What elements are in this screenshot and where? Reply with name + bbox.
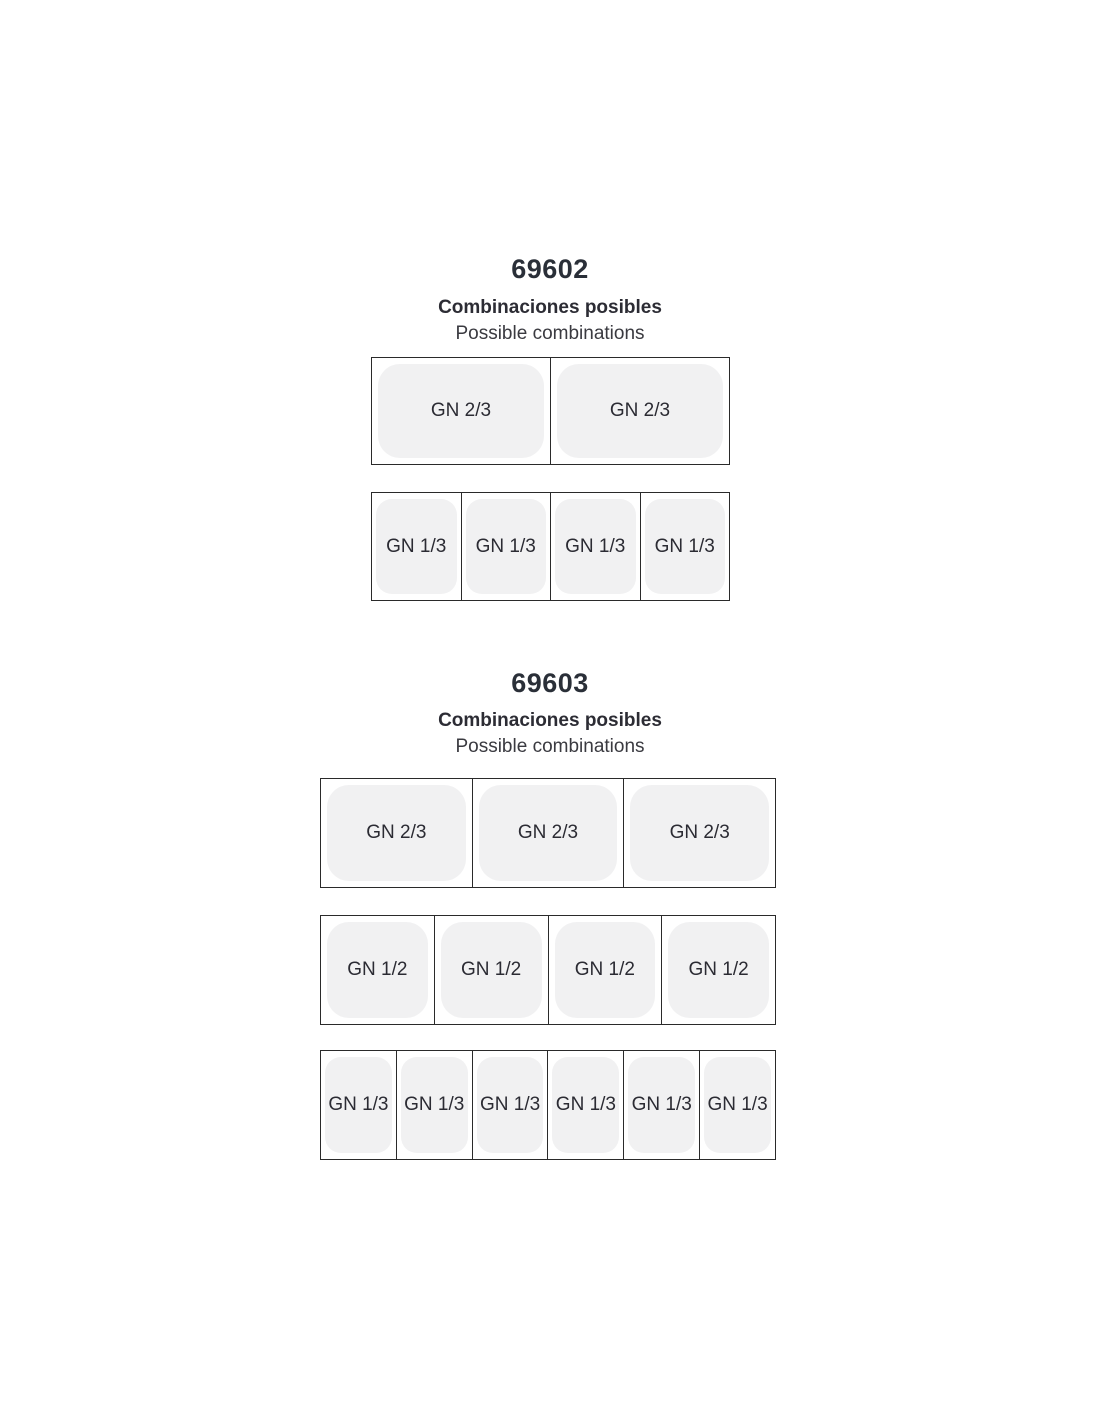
gn-pan-cell (551, 358, 729, 464)
gn-pan-cell (551, 493, 641, 600)
gn-pan-cell (549, 916, 663, 1024)
gn-pan (325, 1057, 392, 1153)
gn-pan-cell (372, 358, 551, 464)
combination-row (320, 1050, 776, 1160)
gn-pan-label: GN 1/3 (475, 535, 536, 557)
gn-pan (466, 499, 547, 594)
combinations-title-es: Combinaciones posibles (438, 710, 662, 731)
gn-pan-cell (321, 1051, 397, 1159)
gn-pan-label: GN 1/3 (631, 1094, 692, 1115)
gn-pan-label: GN 2/3 (609, 400, 671, 421)
gn-pan (557, 364, 723, 458)
gn-pan-cell (624, 779, 775, 887)
gn-pan-cell (462, 493, 552, 600)
gn-pan (327, 785, 466, 881)
gn-pan-label: GN 1/3 (707, 1094, 768, 1115)
gn-pan-cell (700, 1051, 775, 1159)
gn-pan (555, 922, 656, 1018)
gn-pan-cell (372, 493, 462, 600)
gn-pan-label: GN 1/3 (654, 535, 715, 557)
gn-pan-label: GN 1/3 (479, 1094, 541, 1115)
combinations-title-en: Possible combinations (455, 323, 645, 344)
combinations-title-en: Possible combinations (455, 736, 645, 757)
combinations-title-es: Combinaciones posibles (438, 297, 662, 318)
gn-pan (327, 922, 428, 1018)
gn-pan-cell (641, 493, 730, 600)
gn-pan (645, 499, 726, 594)
product-code: 69602 (511, 254, 589, 284)
gn-pan-label: GN 1/2 (461, 959, 522, 980)
gn-pan-label: GN 2/3 (430, 400, 492, 421)
combination-row (320, 778, 776, 888)
gn-pan-label: GN 1/3 (404, 1094, 465, 1115)
gn-pan-cell (662, 916, 775, 1024)
gn-pan-label: GN 1/2 (574, 959, 635, 980)
gn-pan-cell (473, 1051, 549, 1159)
gn-pan-label: GN 1/3 (565, 535, 626, 557)
gn-pan-cell (321, 779, 473, 887)
gn-pan-cell (473, 779, 625, 887)
gn-pan (401, 1057, 468, 1153)
gn-pan-label: GN 1/3 (386, 535, 447, 557)
gn-pan-label: GN 1/2 (688, 959, 749, 980)
gn-pan (628, 1057, 695, 1153)
gn-pan-cell (624, 1051, 700, 1159)
gn-pan-label: GN 1/3 (555, 1094, 616, 1115)
gn-pan-cell (548, 1051, 624, 1159)
gn-pan-label: GN 2/3 (669, 822, 730, 843)
product-code: 69603 (511, 668, 589, 698)
gn-pan (378, 364, 544, 458)
gn-pan (477, 1057, 544, 1153)
gn-pan-cell (321, 916, 435, 1024)
combination-row (371, 357, 730, 465)
gn-pan-label: GN 2/3 (366, 822, 427, 843)
gn-pan-label: GN 2/3 (517, 822, 579, 843)
gn-pan-cell (397, 1051, 473, 1159)
combination-row (371, 492, 730, 601)
gn-pan (376, 499, 457, 594)
combination-row (320, 915, 776, 1025)
gn-pan-cell (435, 916, 549, 1024)
gn-pan (555, 499, 636, 594)
gn-pan (668, 922, 769, 1018)
gn-pan (552, 1057, 619, 1153)
gn-pan (630, 785, 769, 881)
gn-pan-label: GN 1/3 (328, 1094, 389, 1115)
gn-pan-label: GN 1/2 (347, 959, 408, 980)
gn-pan (479, 785, 618, 881)
gn-pan (441, 922, 542, 1018)
gn-pan (704, 1057, 771, 1153)
